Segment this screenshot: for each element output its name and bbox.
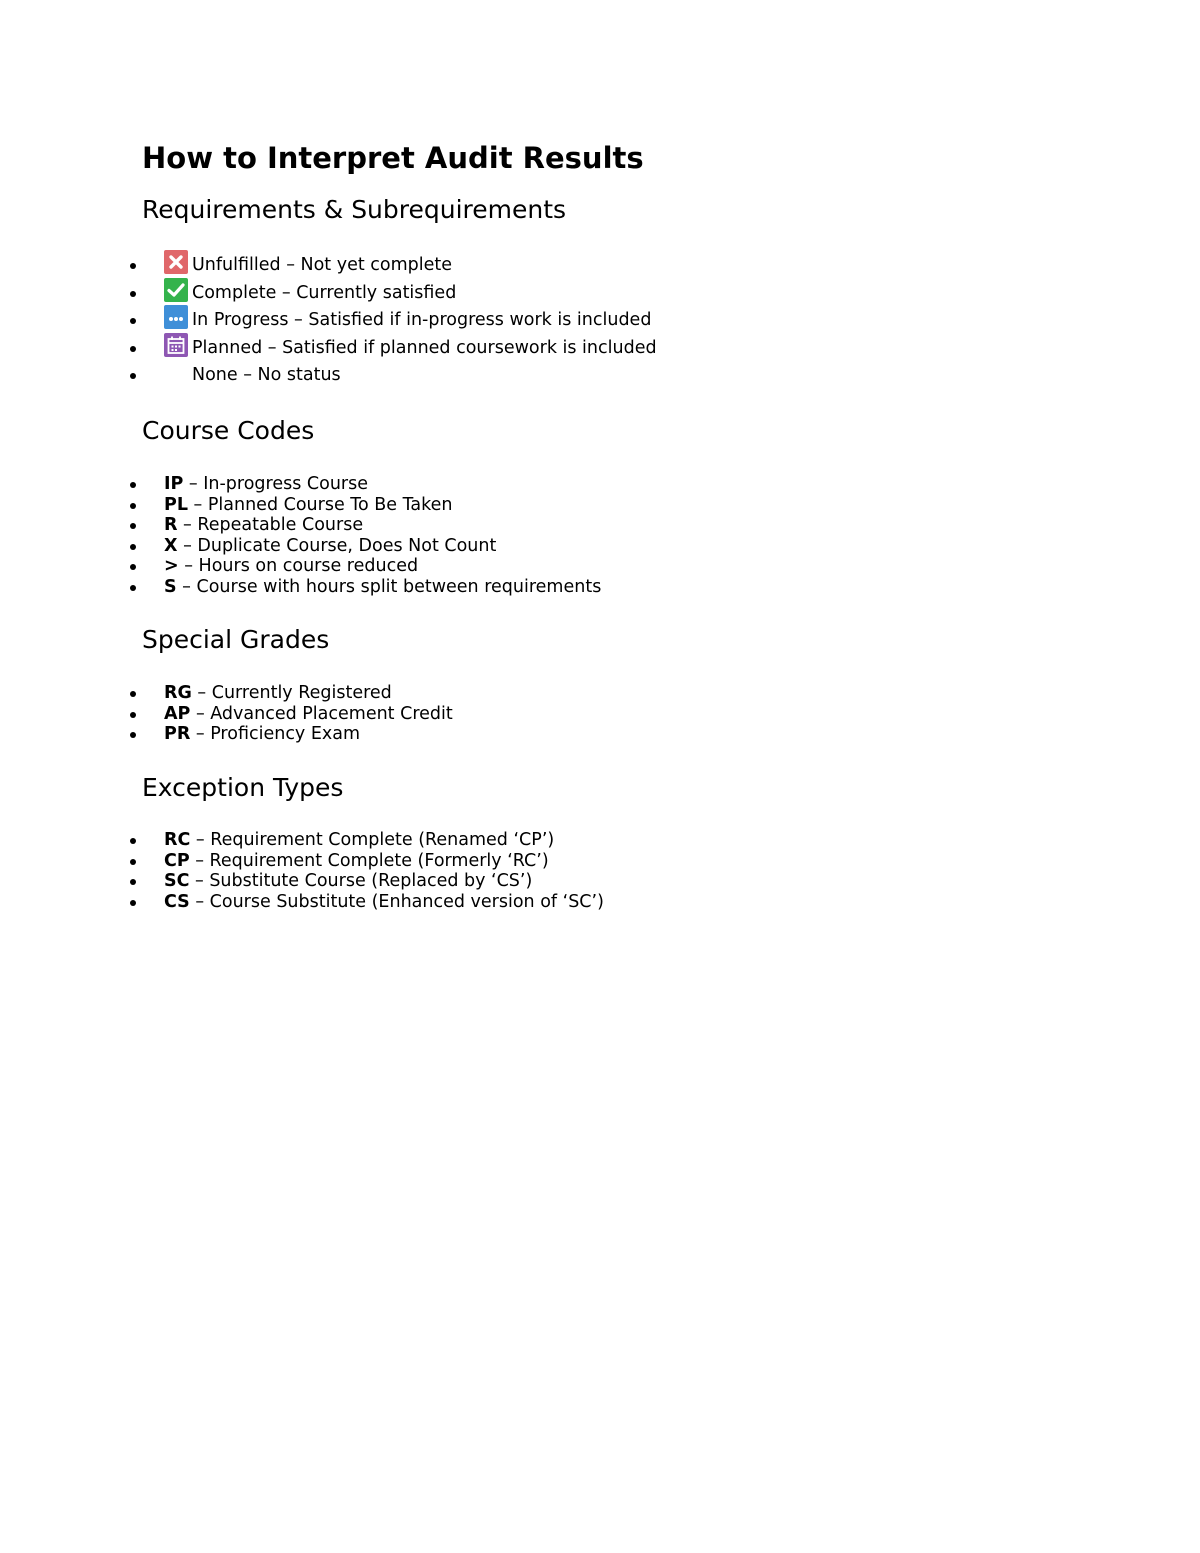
list-item [164,892,604,913]
code-label: PL [164,494,188,515]
code-description: – Hours on course reduced [178,556,419,576]
page-title: How to Interpret Audit Results [142,141,644,175]
code-description: – Currently Registered [191,683,392,703]
list-item-unfulfilled [164,252,657,280]
code-description: – In-progress Course [183,474,368,494]
requirements-heading: Requirements & Subrequirements [142,195,567,224]
code-label: SC [164,871,190,891]
status-label: Unfulfilled – Not yet complete [192,255,453,275]
list-item-none [164,362,657,390]
code-label: R [164,515,178,535]
code-description: – Course Substitute (Enhanced version of ‘SC’) [189,891,604,912]
status-legend-list [164,252,657,390]
exception-types-list [164,830,604,912]
list-item [164,683,453,704]
list-item [164,830,604,851]
code-description: – Course with hours split between requirements [176,576,602,597]
list-item [164,871,604,892]
list-item [164,577,601,598]
list-item [164,704,453,725]
code-description: – Advanced Placement Credit [190,703,453,724]
list-item [164,495,601,516]
status-label: None – No status [192,365,341,386]
code-label: AP [164,703,191,724]
code-description: – Duplicate Course, Does Not Count [177,535,497,556]
code-label: > [164,556,179,576]
code-label: CS [164,891,190,912]
list-item-complete [164,280,657,308]
list-item [164,474,601,495]
course-codes-heading: Course Codes [142,416,315,445]
list-item-planned [164,335,657,363]
code-description: – Requirement Complete (Formerly ‘RC’) [189,850,549,871]
list-item [164,556,601,577]
list-item [164,724,453,745]
status-label: In Progress – Satisfied if in-progress work is included [192,310,652,331]
status-label: Complete – Currently satisfied [192,282,457,303]
code-description: – Requirement Complete (Renamed ‘CP’) [190,830,555,850]
special-grades-list [164,683,453,745]
x-mark-icon [164,250,188,274]
status-label: Planned – Satisfied if planned coursework is included [192,337,657,358]
code-label: S [164,576,177,597]
code-description: – Planned Course To Be Taken [187,494,453,515]
list-item [164,851,604,872]
list-item [164,515,601,536]
code-description: – Repeatable Course [177,515,364,535]
list-item [164,536,601,557]
code-label: PR [164,724,191,744]
code-label: RC [164,830,191,850]
code-label: IP [164,474,184,494]
code-label: CP [164,850,190,871]
special-grades-heading: Special Grades [142,625,330,654]
exception-types-heading: Exception Types [142,773,344,802]
course-codes-list [164,474,601,597]
code-description: – Proficiency Exam [190,724,361,744]
code-label: X [164,535,178,556]
ellipsis-icon [164,305,188,329]
calendar-icon [164,333,188,357]
checkmark-icon [164,278,188,302]
list-item-in-progress [164,307,657,335]
code-label: RG [164,683,192,703]
code-description: – Substitute Course (Replaced by ‘CS’) [189,871,533,891]
